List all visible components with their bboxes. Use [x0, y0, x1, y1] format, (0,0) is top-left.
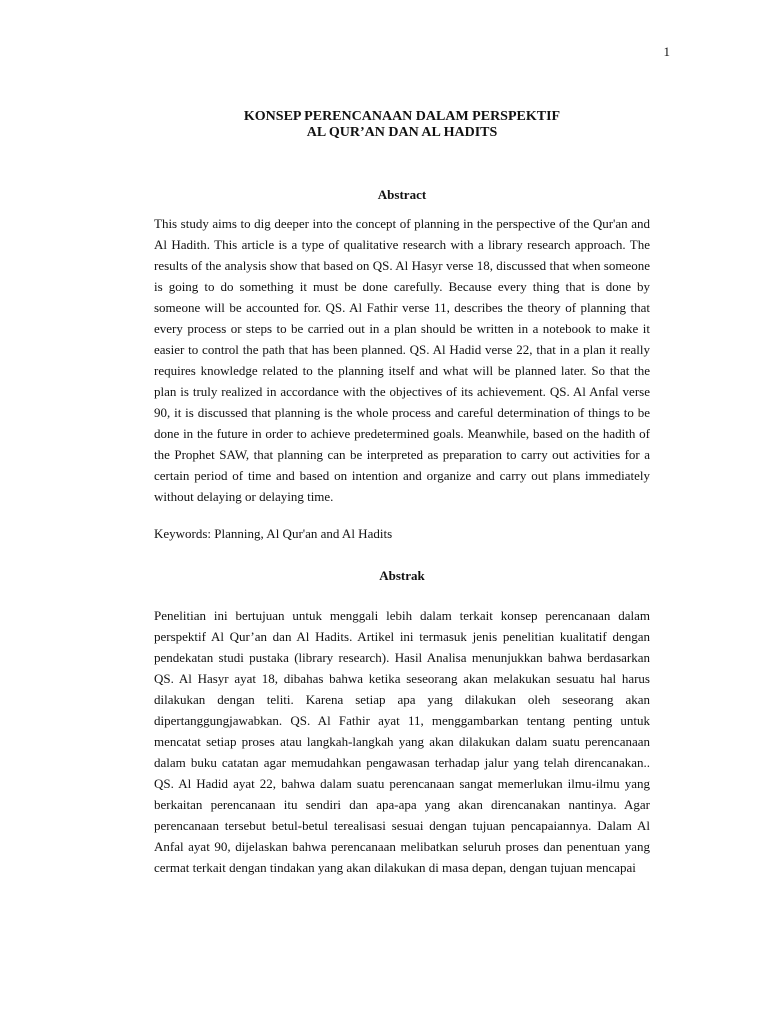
title-line-1: KONSEP PERENCANAAN DALAM PERSPEKTIF [243, 109, 561, 124]
page-number: 1 [663, 44, 670, 59]
keywords-line [154, 523, 650, 544]
document-title [154, 109, 650, 141]
abstract-heading: Abstract [377, 187, 427, 202]
abstrak-paragraph: Penelitian ini bertujuan untuk menggali lebih dalam terkait konsep perencanaan dalam perspektif Al Qur’an dan Al Hadits. Artikel ini termasuk jenis penelitian kualitatif dengan pendekatan studi pustaka (library research). Hasil Analisa menunjukkan bahwa berdasarkan QS. Al Hasyr ayat 18, dibahas bahwa ketika seseorang akan melakukan sesuatu hal harus dilakukan dengan teliti. Karena setiap apa yang dilakukan oleh seseorang akan dipertanggungjawabkan. QS. Al Fathir ayat 11, menggambarkan tentang penting untuk mencatat setiap proses atau langkah-langkah yang akan dilakukan dalam suatu perencanaan dalam buku catatan agar memudahkan pengawasan terhadap jalur yang telah direncanakan.. QS. Al Hadid ayat 22, bahwa dalam suatu perencanaan sangat memerlukan ilmu-ilmu yang berkaitan perencanaan itu sendiri dan apa-apa yang akan direncanakan nantinya. Agar perencanaan tersebut betul-betul terealisasi sesuai dengan tujuan pencapaiannya. Dalam Al Anfal ayat 90, dijelaskan bahwa perencanaan melibatkan seluruh proses dan penentuan yang cermat terkait dengan tindakan yang akan dilakukan di masa depan, dengan tujuan mencapai [154, 608, 650, 875]
keywords-text: Planning, Al Qur'an and Al Hadits [211, 526, 393, 541]
abstract-paragraph: This study aims to dig deeper into the concept of planning in the perspective of the Qur'an and Al Hadith. This article is a type of qualitative research with a library research approach. The results of the analysis show that based on QS. Al Hasyr verse 18, discussed that when someone is going to do something it must be done carefully. Because every thing that is done by someone will be accounted for. QS. Al Fathir verse 11, describes the theory of planning that every process or steps to be carried out in a plan should be written in a notebook to make it easier to control the path that has been planned. QS. Al Hadid verse 22, that in a plan it really requires knowledge related to the planning itself and what will be planned later. So that the plan is truly realized in accordance with the objectives of its achievement. QS. Al Anfal verse 90, it is discussed that planning is the whole process and careful determination of things to be done in the future in order to achieve predetermined goals. Meanwhile, based on the hadith of the Prophet SAW, that planning can be interpreted as preparation to carry out activities for a certain period of time and based on intention and organize and carry out plans immediately without delaying or delaying time. [154, 216, 650, 504]
abstrak-heading: Abstrak [379, 568, 425, 583]
title-line-2: AL QUR’AN DAN AL HADITS [306, 125, 498, 140]
keywords-label: Keywords: [154, 526, 212, 541]
